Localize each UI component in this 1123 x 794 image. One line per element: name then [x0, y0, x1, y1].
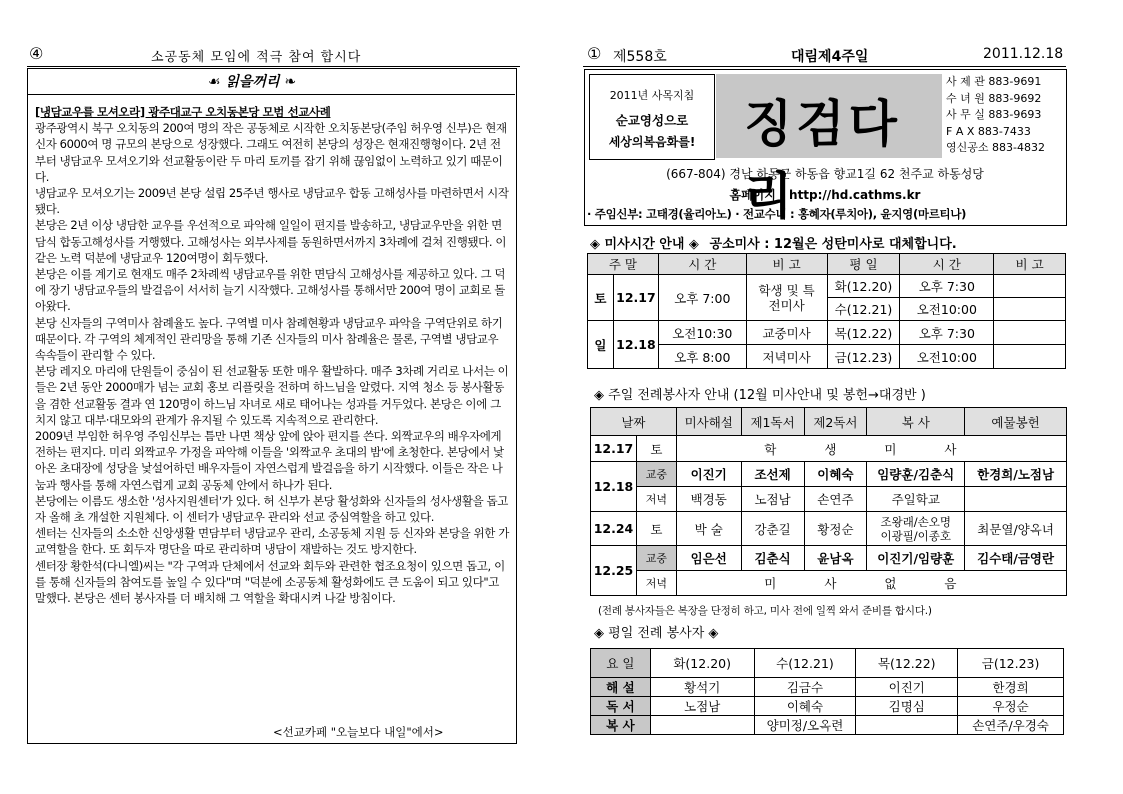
- liturgy-cell: 강춘길: [741, 512, 804, 546]
- mass-header: 평 일: [827, 254, 900, 275]
- article-body: [35, 104, 511, 606]
- liturgy-cell: 박 술: [676, 512, 741, 546]
- weekday-note: [994, 345, 1066, 369]
- liturgy-cell: 조왕래/손오명 이광필/이종호: [867, 512, 965, 546]
- mass-header: 비 고: [746, 254, 827, 275]
- issue-number: 제558호: [613, 49, 667, 65]
- liturgy-cell: 이진기: [676, 462, 741, 487]
- weekday-header: 목(12.22): [856, 649, 958, 678]
- contact-list: [946, 74, 1064, 157]
- article-paragraph: 센터는 신자들의 소소한 신앙생활 면담부터 냉담교우 관리, 소공동체 지원 등 신자와 본당을 위한 가교역할을 한다. 또 회두자 명단을 따로 관리하며 냉담이 재발하는 것도 방지한다.: [35, 526, 509, 557]
- mass-row: [588, 321, 1066, 345]
- weekday-time: 오전10:00: [900, 345, 994, 369]
- mass-row: [588, 345, 1066, 369]
- weekend-note: 학생 및 특전미사: [746, 275, 827, 321]
- weekday-note: [994, 275, 1066, 298]
- liturgy-cell: 김춘식: [741, 546, 804, 571]
- left-page-slogan: 소공동체 모임에 적극 참여 합시다: [151, 50, 362, 65]
- address: (667-804) 경남 하동군 하동읍 향교1길 62 천주교 하동성당: [666, 167, 984, 181]
- liturgy-header: 날짜: [591, 408, 677, 436]
- section-title-rule: [28, 94, 515, 95]
- liturgy-header: 예물봉헌: [965, 408, 1067, 436]
- mass-title: ◈ 미사시간 안내 ◈: [590, 237, 699, 252]
- article-headline: [냉담교우를 모셔오라] 광주대교구 오치동본당 모범 선교사례: [35, 105, 331, 119]
- weekend-date: 12.17: [613, 275, 658, 321]
- liturgy-cell: 김수태/금영란: [965, 546, 1067, 571]
- weekday-role: 해 설: [591, 678, 651, 697]
- liturgy-cell: 윤남옥: [804, 546, 867, 571]
- liturgy-type: 토: [636, 436, 676, 462]
- weekday-cell: 양미정/오옥련: [754, 716, 856, 735]
- left-page-number: ④: [29, 44, 44, 63]
- mass-header: 시 간: [658, 254, 746, 275]
- weekday-time: 오후 7:30: [900, 275, 994, 298]
- liturgy-cell: 이혜숙: [804, 462, 867, 487]
- liturgy-row: [591, 436, 1067, 462]
- liturgy-table: [590, 407, 1067, 596]
- pastoral-motto-2: 세상의복음화를!: [608, 135, 696, 149]
- mass-notice: 공소미사 : 12월은 성탄미사로 대체합니다.: [709, 237, 957, 252]
- weekend-day: 일: [588, 321, 614, 369]
- article-paragraph: 본당은 이를 계기로 현재도 매주 2차례씩 냉담교우를 위한 면담식 고해성사를 제공하고 있다. 그 덕에 장기 냉담교우들의 발걸음이 서서히 늘기 시작했다. 고해성사를 통해서만 200여 명이 교회로 돌아왔다.: [35, 267, 506, 314]
- contact-row: 사 무 실 883-9693: [946, 108, 1042, 122]
- liturgy-header: 미사해설: [676, 408, 741, 436]
- liturgy-header-row: [591, 408, 1067, 436]
- weekday-day: 수(12.21): [827, 298, 900, 321]
- weekend-day: 토: [588, 275, 614, 321]
- liturgy-cell: 임은선: [676, 546, 741, 571]
- mass-header: 시 간: [900, 254, 994, 275]
- article-paragraph: 냉담교우 모셔오기는 2009년 본당 설립 25주년 행사로 냉담교우 합동 고해성사를 마련하면서 시작됐다.: [35, 186, 509, 217]
- homepage[interactable]: 홈페이지 : http://hd.cathms.kr: [729, 188, 921, 202]
- weekday-header-row: [591, 649, 1064, 678]
- weekday-table: [590, 648, 1064, 735]
- contact-row: 수 녀 원 883-9692: [946, 91, 1042, 105]
- pastoral-year: 2011년 사목지침: [609, 89, 695, 102]
- liturgy-cell: 노점남: [741, 487, 804, 512]
- liturgy-type: 저녁: [636, 571, 676, 596]
- liturgy-merged: 학 생 미 사: [676, 436, 1066, 462]
- contact-row: 사 제 관 883-9691: [946, 75, 1042, 88]
- liturgy-type: 교중: [636, 546, 676, 571]
- liturgy-cell: 임량훈/김춘식: [867, 462, 965, 487]
- article-box: [27, 68, 517, 744]
- liturgy-date: 12.18: [591, 462, 637, 512]
- flourish-left-icon: ☙: [208, 74, 221, 90]
- weekday-header: 요 일: [591, 649, 651, 678]
- mass-schedule-table: [587, 253, 1066, 369]
- weekday-cell: 이진기: [856, 678, 958, 697]
- article-paragraph: 본당에는 이름도 생소한 '성사지원센터'가 있다. 허 신부가 본당 활성화와 신자들의 성사생활을 돕고자 올해 초 개설한 지원체다. 이 센터가 냉담교우 관리와 선교 중심역할을 하고 있다.: [35, 493, 508, 525]
- weekday-cell: 이혜숙: [754, 697, 856, 716]
- liturgy-type: 저녁: [636, 487, 676, 512]
- weekday-cell: 노점남: [650, 697, 754, 716]
- weekday-time: 오후 7:30: [900, 321, 994, 345]
- weekday-day: 금(12.23): [827, 345, 900, 369]
- right-page-header: [583, 44, 1066, 67]
- liturgy-header: 제2독서: [804, 408, 867, 436]
- right-page-number: ①: [587, 44, 602, 63]
- article-paragraph: 광주광역시 북구 오치동의 200여 명의 작은 공동체로 시작한 오치동본당(주임 허우영 신부)은 현재 신자 6000여 명 규모의 본당으로 성장했다. 그래도 여전히 본당의 성장은 현재진행형이다. 2년 전부터 냉담교우 모셔오기와 선교활동이란 두 마리 토끼를 잡기 위해 끊임없이 노력하고 있기 때문이다.: [35, 121, 507, 184]
- clergy: · 주임신부: 고태경(율리아노) · 전교수녀 : 홍혜자(루치아), 윤지영(마르티나): [587, 207, 967, 221]
- bulletin-name: 징검다리: [744, 94, 901, 225]
- liturgy-row: [591, 487, 1067, 512]
- liturgy-row: [591, 546, 1067, 571]
- liturgy-merged: 미 사 없 음: [676, 571, 1066, 596]
- issue-date: 2011.12.18: [983, 46, 1064, 62]
- weekday-cell: 김금수: [754, 678, 856, 697]
- weekend-time: 오전10:30: [658, 321, 746, 345]
- weekday-header: 금(12.23): [958, 649, 1064, 678]
- liturgy-cell: 이진기/임량훈: [867, 546, 965, 571]
- article-paragraph: 센터장 황한석(다니엘)씨는 "각 구역과 단체에서 선교와 회두와 관련한 협조요청이 있으면 돕고, 이를 통해 신자들의 참여도를 높일 수 있다"며 "덕분에 소공동체 활성화에도 큰 도움이 되고 있다"고 말했다. 본당은 센터 봉사자를 더 배치해 그 역할을 확대시켜 나갈 방침이다.: [35, 558, 505, 606]
- pastoral-motto-1: 순교영성으로: [615, 113, 689, 128]
- weekday-time: 오전10:00: [900, 298, 994, 321]
- liturgy-date: 12.25: [591, 546, 637, 596]
- weekday-cell: 김명심: [856, 697, 958, 716]
- weekend-time: 오후 7:00: [658, 275, 746, 321]
- weekday-day: 화(12.20): [827, 275, 900, 298]
- weekend-note: 교중미사: [746, 321, 827, 345]
- weekday-cell: [856, 716, 958, 735]
- mass-row: [588, 275, 1066, 298]
- weekday-row: [591, 697, 1064, 716]
- liturgy-cell: 한경희/노점남: [965, 462, 1067, 487]
- liturgical-sunday: 대림제4주일: [791, 49, 869, 65]
- liturgy-cell: 최문열/양옥녀: [965, 512, 1067, 546]
- article-source: <선교카페 "오늘보다 내일"에서>: [273, 725, 444, 739]
- liturgy-row: [591, 462, 1067, 487]
- liturgy-notice: (전례 봉사자들은 복장을 단정히 하고, 미사 전에 일찍 와서 준비를 합시다.): [598, 605, 932, 617]
- weekday-row: [591, 678, 1064, 697]
- contact-row: 영신공소 883-4832: [946, 141, 1045, 155]
- weekday-cell: [650, 716, 754, 735]
- liturgy-row: [591, 512, 1067, 546]
- liturgy-cell: 손연주: [804, 487, 867, 512]
- article-paragraph: 본당 레지오 마리애 단원들이 중심이 된 선교활동 또한 매우 활발하다. 매주 3차례 거리로 나서는 이들은 2년 동안 2000매가 넘는 교회 홍보 리플릿을 전하며 하느님을 알렸다. 지역 청소 등 봉사활동을 겸한 선교활동 결과 연 120명이 하느님 자녀로 새로 태어나는 성과를 거두었다. 본당은 이에 그치지 않고 대부·대모와의 관계가 유지될 수 있도록 지속적으로 관리한다.: [35, 364, 509, 427]
- weekday-title: ◈ 평일 전례 봉사자 ◈: [594, 626, 719, 641]
- liturgy-date: 12.24: [591, 512, 637, 546]
- mass-header-row: [588, 254, 1066, 275]
- pastoral-box: [589, 74, 715, 160]
- weekend-date: 12.18: [613, 321, 658, 369]
- mass-title-line: [590, 233, 957, 252]
- section-title: ☙ 읽을꺼리 ❧: [208, 74, 297, 90]
- weekday-cell: 손연주/우경숙: [958, 716, 1064, 735]
- weekday-note: [994, 321, 1066, 345]
- liturgy-date: 12.17: [591, 436, 637, 462]
- liturgy-cell: 백경동: [676, 487, 741, 512]
- mass-header: 비 고: [994, 254, 1066, 275]
- weekend-note: 저녁미사: [746, 345, 827, 369]
- liturgy-header: 제1독서: [741, 408, 804, 436]
- liturgy-header: 복 사: [867, 408, 965, 436]
- liturgy-cell: 조선제: [741, 462, 804, 487]
- liturgy-cell: 주일학교: [867, 487, 965, 512]
- liturgy-cell: 황정순: [804, 512, 867, 546]
- weekday-cell: 황석기: [650, 678, 754, 697]
- weekday-day: 목(12.22): [827, 321, 900, 345]
- contact-row: F A X 883-7433: [946, 124, 1031, 138]
- weekday-header: 화(12.20): [650, 649, 754, 678]
- liturgy-row: [591, 571, 1067, 596]
- weekday-row: [591, 716, 1064, 735]
- article-paragraph: 2009년 부임한 허우영 주임신부는 틈만 나면 책상 앞에 앉아 편지를 쓴다. 외짝교우의 배우자에게 전하는 편지다. 미리 외짝교우 가정을 파악해 이들을 '외짝교우 초대의 밤'에 초청한다. 본당에서 낯아온 초대장에 성당을 낯설어하던 배우자들이 자연스럽게 발걸음을 하기 시작했다. 이들은 작은 나눔과 행사를 통해 자연스럽게 교회 공동체 안에서 하나가 된다.: [35, 429, 504, 492]
- left-page-header: [27, 44, 520, 67]
- article-paragraph: 본당은 2년 이상 냉담한 교우를 우선적으로 파악해 일일이 편지를 발송하고, 냉담교우만을 위한 면담식 합동고해성사를 거행했다. 고해성사는 외부사제를 동원하면서까지 3차례에 걸쳐 진행됐다. 이같은 노력 덕분에 냉담교우 120여명이 회두했다.: [35, 218, 507, 265]
- masthead: [584, 69, 1067, 226]
- weekday-cell: 한경희: [958, 678, 1064, 697]
- liturgy-type: 토: [636, 512, 676, 546]
- liturgy-cell: [965, 487, 1067, 512]
- weekday-header: 수(12.21): [754, 649, 856, 678]
- weekend-time: 오후 8:00: [658, 345, 746, 369]
- weekday-note: [994, 298, 1066, 321]
- mass-header: 주 말: [588, 254, 659, 275]
- weekday-role: 복 사: [591, 716, 651, 735]
- article-paragraph: 본당 신자들의 구역미사 참례율도 높다. 구역별 미사 참례현황과 냉담교우 파악을 구역단위로 하기 때문이다. 각 구역의 체계적인 관리망을 통해 기존 신자들의 미사 참례율은 물론, 구역별 냉담교우 속속들이 관리할 수 있다.: [35, 315, 503, 363]
- liturgy-type: 교중: [636, 462, 676, 487]
- liturgy-title: ◈ 주일 전례봉사자 안내 (12월 미사안내 및 봉헌→대경반 ): [594, 388, 926, 403]
- weekday-cell: 우정순: [958, 697, 1064, 716]
- flourish-right-icon: ❧: [284, 74, 297, 90]
- weekday-role: 독 서: [591, 697, 651, 716]
